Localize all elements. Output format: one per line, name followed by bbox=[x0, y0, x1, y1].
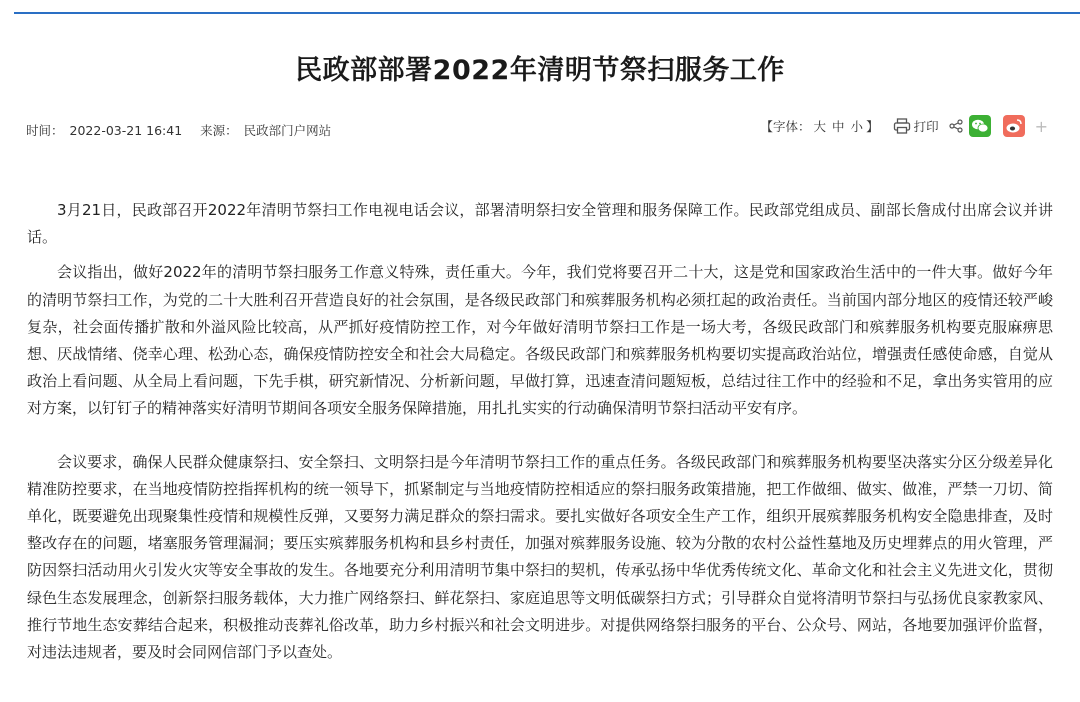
article-toolbar bbox=[761, 115, 1049, 137]
source-label: 来源： bbox=[200, 123, 238, 138]
print-button[interactable]: 打印 bbox=[913, 119, 939, 134]
article-meta bbox=[26, 121, 337, 139]
wechat-icon[interactable] bbox=[969, 115, 991, 137]
paragraph-3: 会议要求，确保人民群众健康祭扫、安全祭扫、文明祭扫是今年清明节祭扫工作的重点任务。各级民政部门和殡葬服务机构要坚决落实分区分级差异化精准防控要求，在当地疫情防控指挥机构的统一领导下，抓紧制定与当地疫情防控相适应的祭扫服务政策措施，把工作做细、做实、做准，严禁一刀切、简单化，既要避免出现聚集性疫情和规模性反弹，又要努力满足群众的祭扫需求。要扎实做好各项安全生产工作，组织开展殡葬服务机构安全隐患排查，及时整改存在的问题，堵塞服务管理漏洞；要压实殡葬服务机构和县乡村责任，加强对殡葬服务设施、较为分散的农村公益性墓地及历史埋葬点的用火管理，严防因祭扫活动用火引发火灾等安全事故的发生。各地要充分利用清明节集中祭扫的契机，传承弘扬中华优秀传统文化、革命文化和社会主义先进文化，贯彻绿色生态发展理念，创新祭扫服务载体，大力推广网络祭扫、鲜花祭扫、家庭追思等文明低碳祭扫方式；引导群众自觉将清明节祭扫与弘扬优良家教家风、推行节地生态安葬结合起来，积极推动丧葬礼俗改革，助力乡村振兴和社会文明进步。对提供网络祭扫服务的平台、公众号、网站，各地要加强评价监督，对违法违规者，要及时会同网信部门予以查处。 bbox=[27, 452, 1053, 662]
print-icon[interactable] bbox=[893, 117, 911, 135]
article-body bbox=[27, 197, 1053, 666]
font-large-button[interactable]: 大 bbox=[813, 119, 827, 134]
more-share-icon[interactable]: + bbox=[1034, 116, 1048, 136]
font-small-button[interactable]: 小 bbox=[850, 119, 864, 134]
top-accent-rule bbox=[14, 12, 1080, 14]
font-close: 】 bbox=[866, 119, 879, 134]
time-label: 时间： bbox=[26, 123, 64, 138]
publish-time: 2022-03-21 16:41 bbox=[69, 123, 183, 138]
paragraph-1: 3月21日，民政部召开2022年清明节祭扫工作电视电话会议，部署清明祭扫安全管理和服务保障工作。民政部党组成员、副部长詹成付出席会议并讲话。 bbox=[27, 201, 1053, 247]
page-title: 民政部部署2022年清明节祭扫服务工作 bbox=[295, 55, 785, 86]
share-icon[interactable] bbox=[949, 119, 963, 133]
font-size-control bbox=[761, 117, 879, 135]
font-medium-button[interactable]: 中 bbox=[832, 119, 845, 134]
paragraph-2: 会议指出，做好2022年的清明节祭扫服务工作意义特殊，责任重大。今年，我们党将要召开二十大，这是党和国家政治生活中的一件大事。做好今年的清明节祭扫工作，为党的二十大胜利召开营造良好的社会氛围，是各级民政部门和殡葬服务机构必须扛起的政治责任。当前国内部分地区的疫情还较严峻复杂，社会面传播扩散和外溢风险比较高，从严抓好疫情防控工作，对今年做好清明节祭扫工作是一场大考，各级民政部门和殡葬服务机构要克服麻痹思想、厌战情绪、侥幸心理、松劲心态，确保疫情防控安全和社会大局稳定。各级民政部门和殡葬服务机构要切实提高政治站位，增强责任感使命感，自觉从政治上看问题、从全局上看问题，下先手棋，研究新情况、分析新问题，早做打算，迅速查清问题短板，总结过往工作中的经验和不足，拿出务实管用的应对方案，以钉钉子的精神落实好清明节期间各项安全服务保障措施，用扎扎实实的行动确保清明节祭扫活动平安有序。 bbox=[27, 263, 1053, 418]
source-link[interactable]: 民政部门户网站 bbox=[243, 123, 332, 138]
weibo-icon[interactable] bbox=[1003, 115, 1025, 137]
font-label: 【字体： bbox=[760, 119, 811, 134]
